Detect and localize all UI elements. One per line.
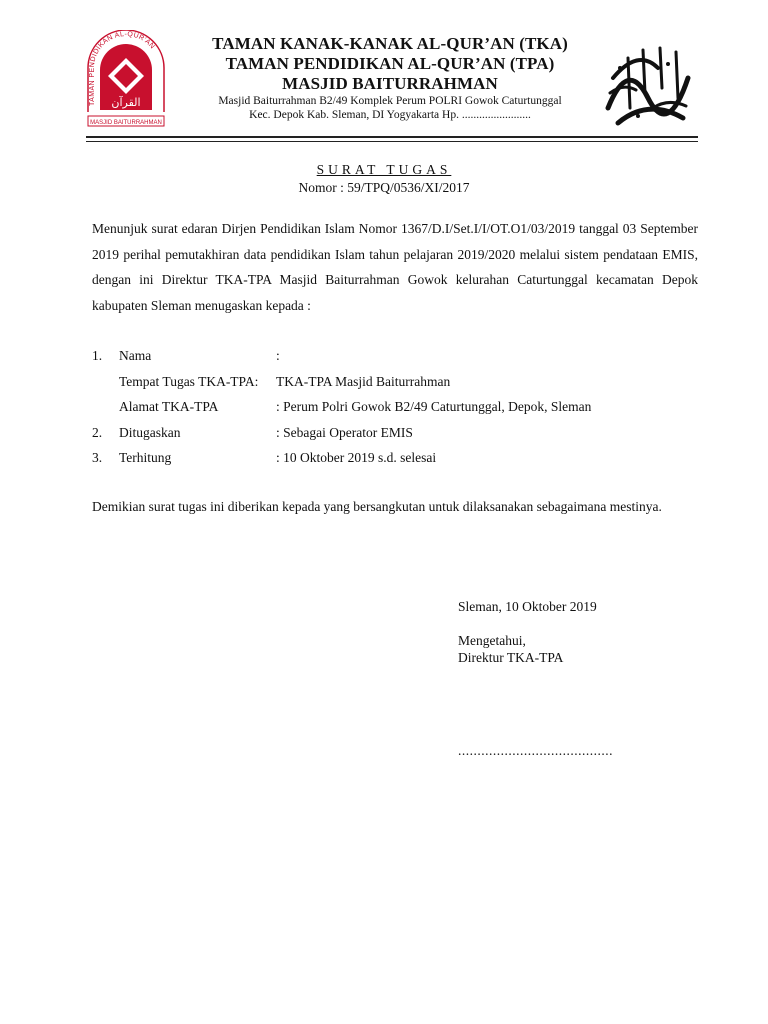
header-line-3: MASJID BAITURRAHMAN [282,74,498,93]
signature-place-date: Sleman, 10 Oktober 2019 [458,599,597,614]
calligraphy-logo [598,38,698,134]
header-address-1: Masjid Baiturrahman B2/49 Komplek Perum POLRI Gowok Caturtunggal [218,95,562,107]
letterhead [180,34,600,122]
header-rule-thick [86,136,698,138]
header-address-2: Kec. Depok Kab. Sleman, DI Yogyakarta Hp. ........................ [249,109,531,121]
list-item: Tempat Tugas TKA-TPA: TKA-TPA Masjid Baiturrahman [119,373,451,389]
logo-ring-text: TAMAN PENDIDIKAN AL-QUR'AN [88,30,156,106]
signature-position: Direktur TKA-TPA [458,650,564,665]
signature-known: Mengetahui, [458,633,526,648]
intro-paragraph: Menunjuk surat edaran Dirjen Pendidikan Islam Nomor 1367/D.I/Set.I/I/OT.O1/03/2019 tanggal 03 September 2019 perihal pemutakhiran data pendidikan Islam tahun pelajaran 2019/2020 melalui sistem pendataan EMIS, dengan ini Direktur TKA-TPA Masjid Baiturrahman Gowok kelurahan Caturtunggal kecamatan Depok kabupaten Sleman menugaskan kepada : [92,221,698,313]
header-rule-thin [86,141,698,142]
logo-arabic: القرآن [111,96,141,109]
logo-band-text: MASJID BAITURRAHMAN [90,120,162,126]
list-item: 3. Terhitung : 10 Oktober 2019 s.d. selesai [92,450,437,465]
letter-number: Nomor : 59/TPQ/0536/XI/2017 [298,180,470,195]
header-line-2: TAMAN PENDIDIKAN AL-QUR’AN (TPA) [225,54,555,73]
letter-title: SURAT TUGAS [316,162,452,177]
closing-paragraph: Demikian surat tugas ini diberikan kepada yang bersangkutan untuk dilaksanakan sebagaimana mestinya. [92,499,662,514]
list-item: 1. Nama : [92,348,280,363]
tpa-logo [86,30,166,136]
header-line-1: TAMAN KANAK-KANAK AL-QUR’AN (TKA) [212,34,568,53]
assignment-list [92,343,698,471]
list-item: Alamat TKA-TPA : Perum Polri Gowok B2/49 Caturtunggal, Depok, Sleman [119,399,592,414]
list-item: 2. Ditugaskan : Sebagai Operator EMIS [92,424,413,440]
signature-name-line: ........................................ [458,743,613,758]
